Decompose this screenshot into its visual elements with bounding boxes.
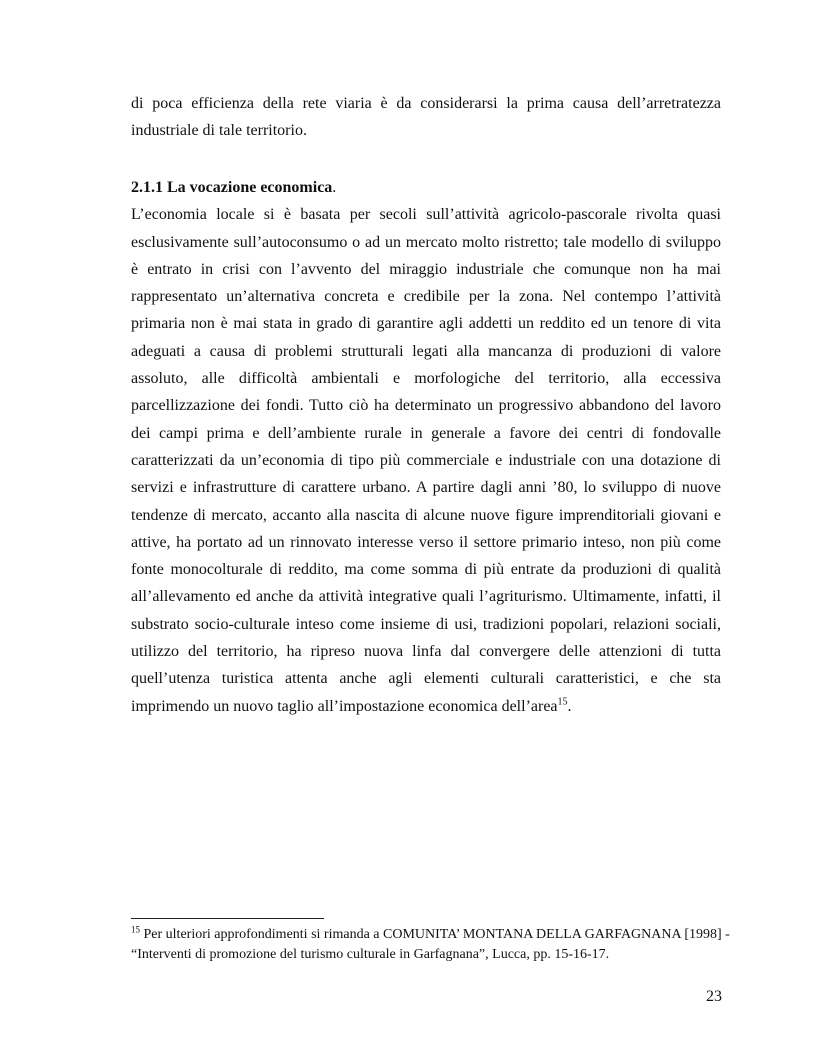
footnote-text: Per ulteriori approfondimenti si rimanda a COMUNITA’ MONTANA DELLA GARFAGNANA [1998] - “Interventi di promozione del turismo culturale in Garfagnana”, Lucca, pp. 15-16-17. (131, 927, 730, 962)
section-vocazione-economica (131, 174, 721, 720)
section-body-end: . (567, 697, 572, 715)
footnote-marker: 15 (131, 924, 140, 935)
footnote (131, 925, 731, 965)
section-body-text: L’economia locale si è basata per secoli sull’attività agricolo-pascorale rivolta quasi esclusivamente sull’autoconsumo o ad un mercato molto ristretto; tale modello di sviluppo è entrato in crisi con l’avvento del miraggio industriale che comunque non ha mai rappresentato un’alternativa concreta e credibile per la zona. Nel contempo l’attività primaria non è mai stata in grado di garantire agli addetti un reddito ed un tenore di vita adeguati a causa di problemi strutturali legati alla mancanza di produzioni di valore assoluto, alle difficoltà ambientali e morfologiche del territorio, alla eccessiva parcellizzazione dei fondi. Tutto ciò ha determinato un progressivo abbandono del lavoro dei campi prima e dell’ambiente rurale in generale a favore dei centri di fondovalle caratterizzati da un’economia di tipo più commerciale e industriale con una dotazione di servizi e infrastrutture di carattere urbano. A partire dagli anni ’80, lo sviluppo di nuove tendenze di mercato, accanto alla nascita di alcune nuove figure imprenditoriali giovani e attive, ha portato ad un rinnovato interesse verso il settore primario inteso, non più come fonte monocolturale di reddito, ma come somma di più entrate da produzioni di qualità all’allevamento ed anche da attività integrative quali l’agriturismo. Ultimamente, infatti, il substrato socio-culturale inteso come insieme di usi, tradizioni popolari, relazioni sociali, utilizzo del territorio, ha ripreso nuova linfa dal convergere delle attenzioni di tutta quell’utenza turistica attenta anche agli elementi culturali caratteristici, e che sta imprimendo un nuovo taglio all’impostazione economica dell’area (131, 206, 721, 715)
section-body-paragraph (131, 201, 721, 720)
footnote-reference[interactable]: 15 (557, 696, 568, 708)
intro-paragraph: di poca efficienza della rete viaria è da considerarsi la prima causa dell’arretratezza industriale di tale territorio. (131, 95, 721, 140)
footnote-separator (131, 918, 324, 919)
section-heading-punct: . (332, 179, 337, 196)
section-heading (131, 174, 721, 201)
section-heading-title: 2.1.1 La vocazione economica (131, 179, 333, 196)
page-number: 23 (706, 988, 722, 1005)
